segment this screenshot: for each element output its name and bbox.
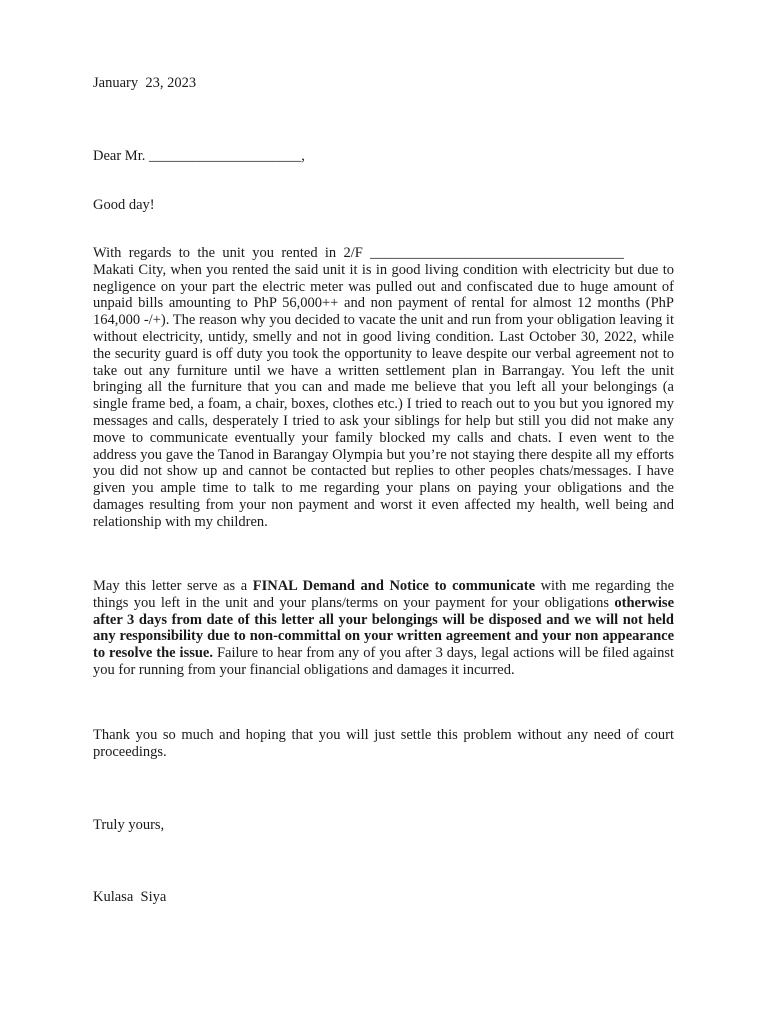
letter-greeting: Good day! bbox=[93, 197, 155, 213]
paragraph-thank-you: Thank you so much and hoping that you will just settle this problem without any need of court proceedings. bbox=[93, 727, 674, 760]
paragraph-body-1 bbox=[93, 245, 674, 531]
letter-closing: Truly yours, bbox=[93, 817, 165, 833]
letter-date: January 23, 2023 bbox=[93, 75, 197, 91]
paragraph-final-demand-bold2: otherwise after 3 days from date of this letter all your belongings will be disposed and we will not held any responsibility due to non-committal on your written agreement and your non appearance to resolve the issue. bbox=[93, 594, 674, 662]
paragraph-body-1-text: Makati City, when you rented the said unit it is in good living condition with electricity but due to negligence on your part the electric meter was pulled out and confiscated due to huge amount of unpaid bills amounting to PhP 56,000++ and non payment of rental for almost 12 months (PhP 164,000 -/+). The reason why you decided to vacate the unit and run from your obligation leaving it without electricity, untidy, smelly and not in good living condition. Last October 30, 2022, while the security guard is off duty you took the opportunity to leave despite our verbal agreement not to take out any furniture until we have a written settlement plan in Barrangay. You left the unit bringing all the furniture that you can and made me believe that you left all your belongings (a single frame bed, a foam, a chair, boxes, clothes etc.) I tried to reach out to you but you ignored my messages and calls, desperately I tried to ask your siblings for help but still you did not make any move to communicate eventually your family blocked my calls and chats. I even went to the address you gave the Tanod in Barangay Olympia but you’re not staying there despite all my efforts you did not show up and cannot be contacted but replies to other peoples chats/messages. I have given you ample time to talk to me regarding your plans on paying your obligations and the damages resulting from your non payment and worst it even affected my health, well being and relationship with my children. bbox=[93, 261, 674, 530]
paragraph-final-demand-part3: Failure to hear from any of you after 3 days, legal actions will be filed against you for running from your financial obligations and damages it incurred. bbox=[93, 645, 674, 678]
letter-signature: Kulasa Siya bbox=[93, 889, 167, 905]
paragraph-final-demand-bold1: FINAL Demand and Notice to communicate bbox=[252, 578, 536, 594]
paragraph-final-demand-part1: May this letter serve as a bbox=[93, 578, 253, 594]
paragraph-body-1-first-line: With regards to the unit you rented in 2/F ___________________________________ bbox=[93, 245, 624, 261]
letter-salutation: Dear Mr. _____________________, bbox=[93, 148, 305, 164]
paragraph-final-demand-part2: with me regarding the things you left in the unit and your plans/terms on your payment for your obligations bbox=[93, 578, 675, 611]
paragraph-final-demand bbox=[93, 578, 674, 679]
